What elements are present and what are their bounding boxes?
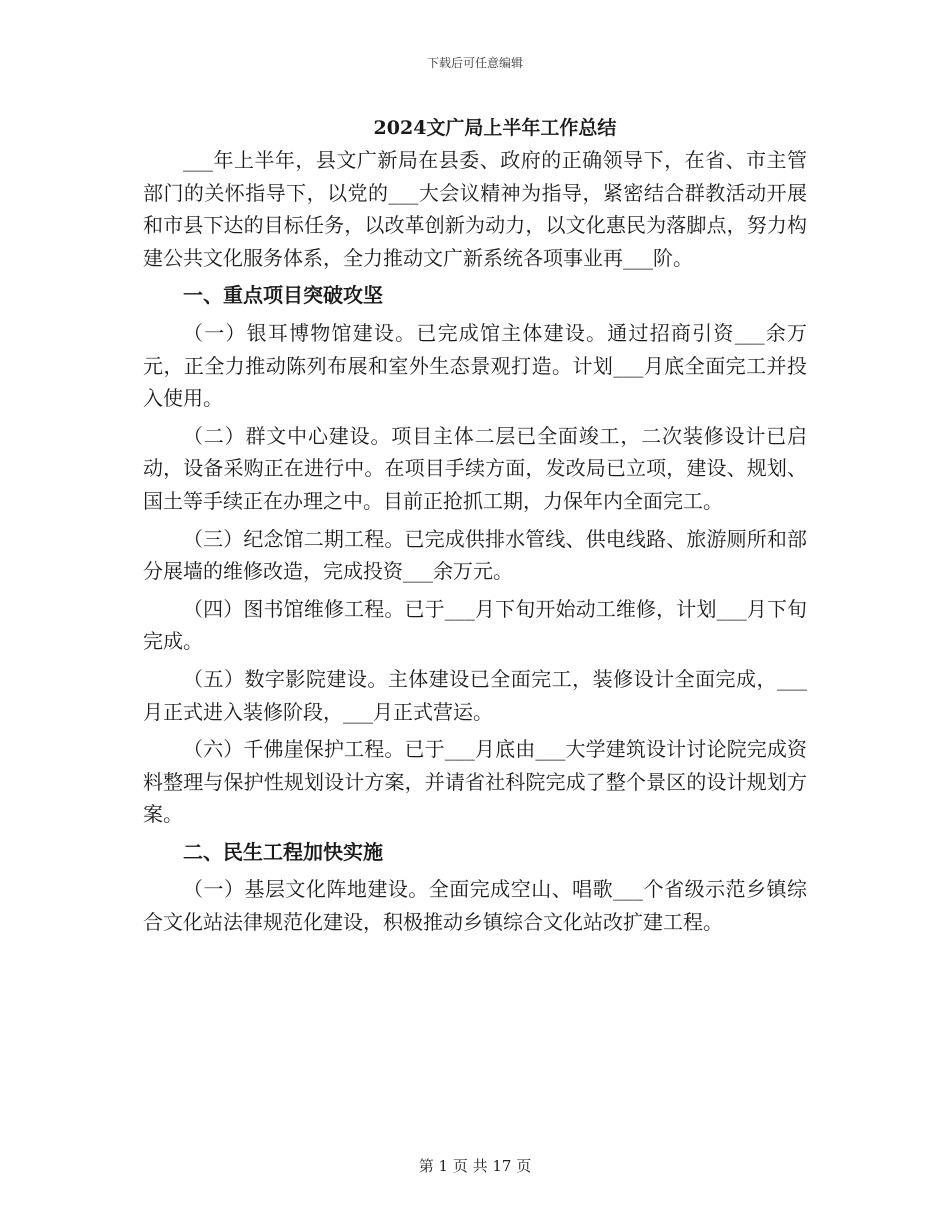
document-body [143, 112, 807, 939]
section-heading-2: 二、民生工程加快实施 [183, 839, 383, 864]
section1-item-3: （三）纪念馆二期工程。已完成供排水管线、供电线路、旅游厕所和部分展墙的维修改造，完成投资___余万元。 [143, 526, 807, 584]
section1-item-2: （二）群文中心建设。项目主体二层已全面竣工，二次装修设计已启动，设备采购正在进行中。在项目手续方面，发改局已立项，建设、规划、国土等手续正在办理之中。目前正抢抓工期，力保年内全面完工。 [143, 423, 807, 513]
header-note: 下载后可任意编辑 [426, 56, 523, 70]
page-footer: 第 1 页 共 17 页 [418, 1157, 532, 1175]
section1-item-4: （四）图书馆维修工程。已于___月下旬开始动工维修，计划___月下旬完成。 [143, 596, 807, 654]
section-heading-1: 一、重点项目突破攻坚 [183, 283, 383, 308]
section2-item-1: （一）基层文化阵地建设。全面完成空山、唱歌___个省级示范乡镇综合文化站法律规范化建设，积极推动乡镇综合文化站改扩建工程。 [143, 877, 807, 935]
section1-item-1: （一）银耳博物馆建设。已完成馆主体建设。通过招商引资___余万元，正全力推动陈列布展和室外生态景观打造。计划___月底全面完工并投入使用。 [143, 320, 807, 411]
section1-item-6: （六）千佛崖保护工程。已于___月底由___大学建筑设计讨论院完成资料整理与保护性规划设计方案，并请省社科院完成了整个景区的设计规划方案。 [143, 737, 807, 827]
document-title: 2024文广局上半年工作总结 [373, 117, 617, 139]
intro-paragraph: ___年上半年，县文广新局在县委、政府的正确领导下，在省、市主管部门的关怀指导下，以党的___大会议精神为指导，紧密结合群教活动开展和市县下达的目标任务，以改革创新为动力，以文化惠民为落脚点，努力构建公共文化服务体系，全力推动文广新系统各项事业再___阶。 [143, 148, 807, 270]
section1-item-5: （五）数字影院建设。主体建设已全面完工，装修设计全面完成，___月正式进入装修阶段，___月正式营运。 [143, 666, 807, 724]
